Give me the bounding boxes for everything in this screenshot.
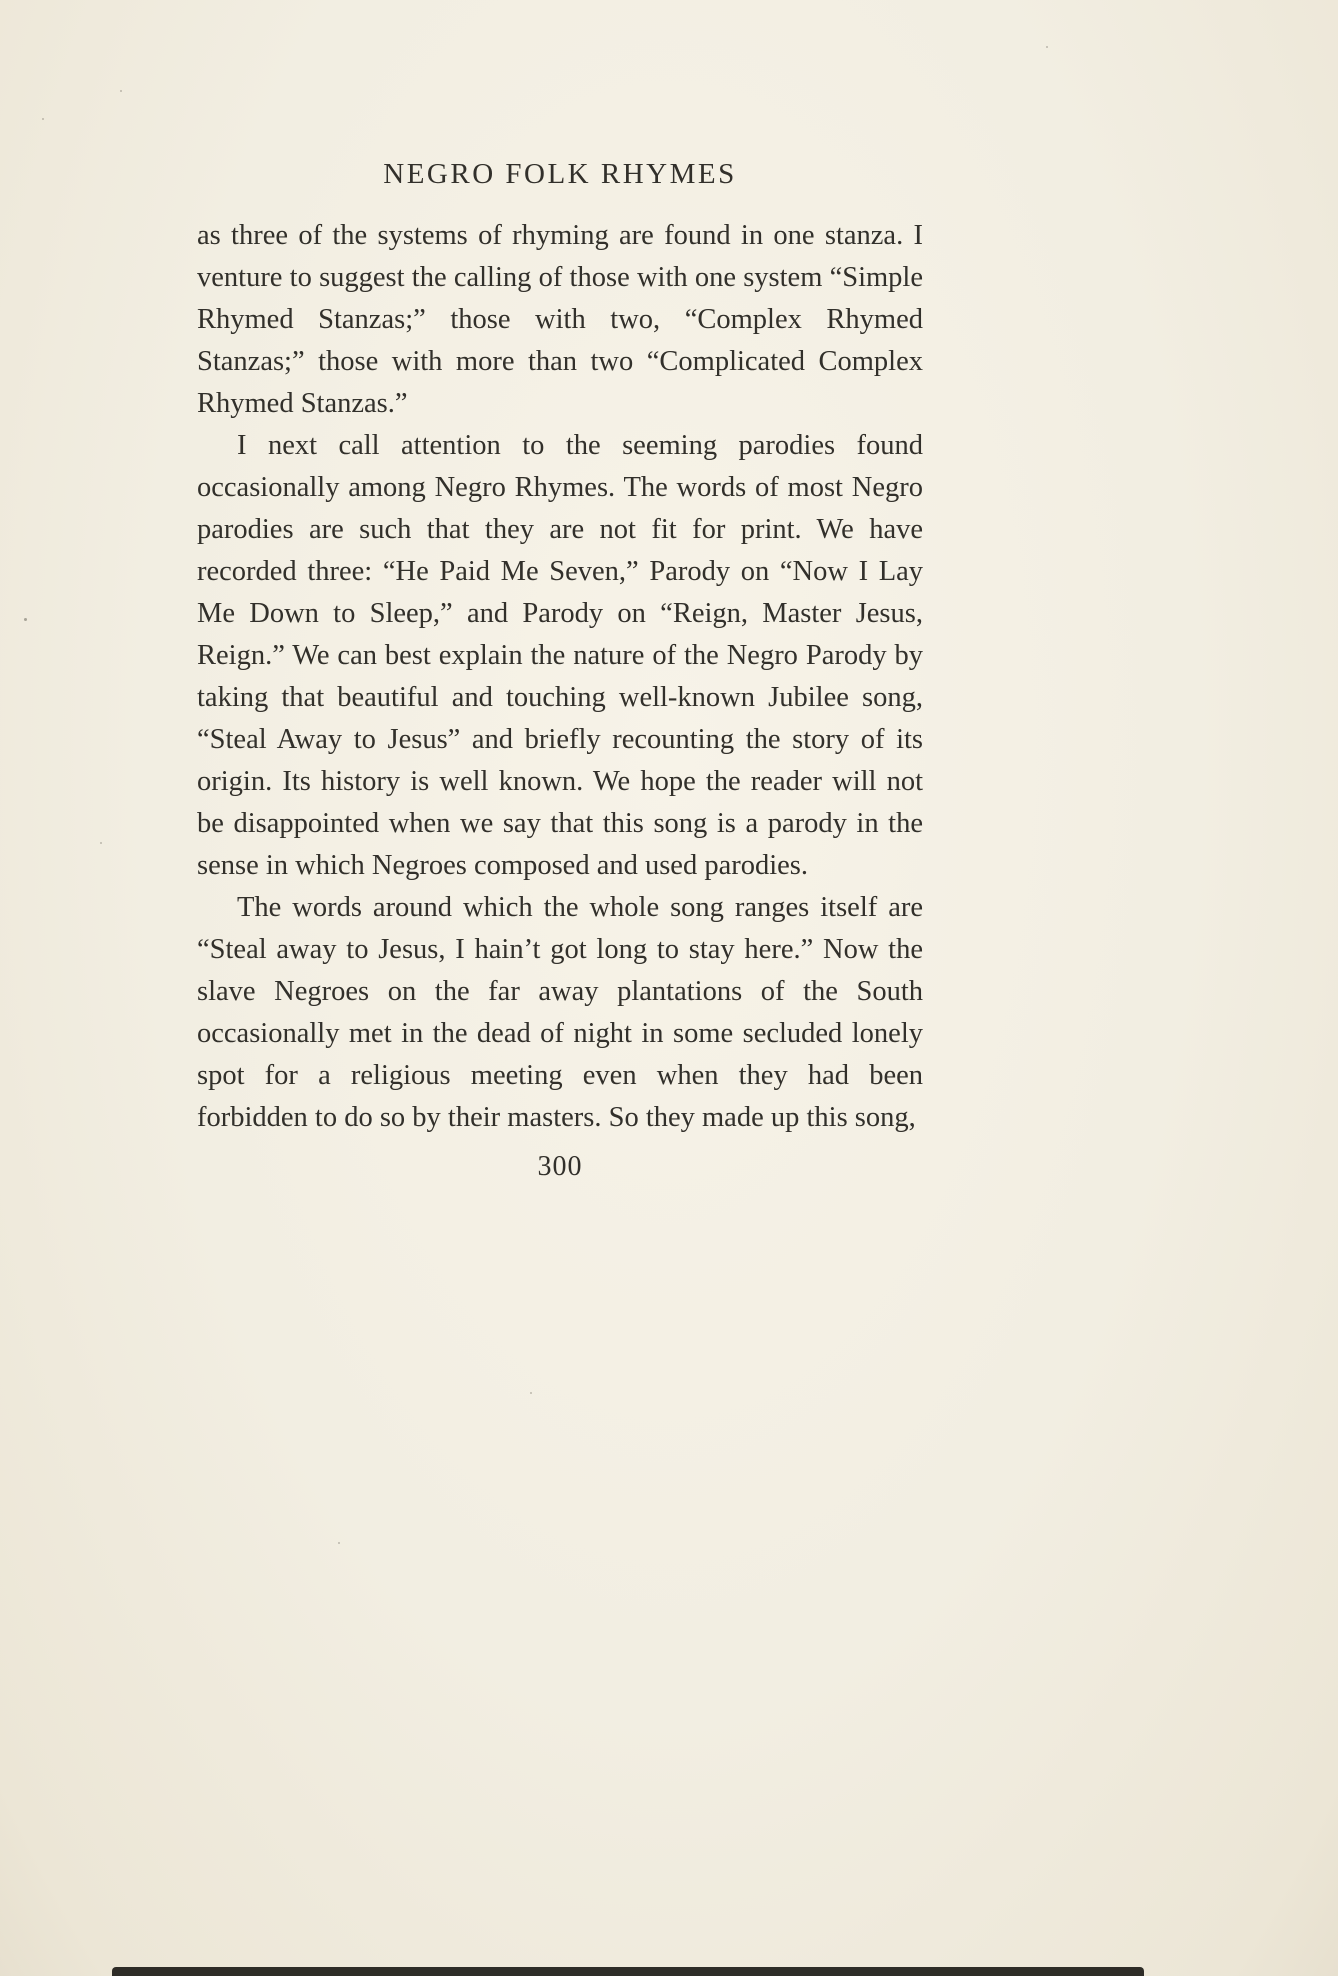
paragraph-continuation: as three of the systems of rhyming are found in one stanza. I venture to suggest the calling of those with one system “Simple Rhymed Stanzas;” those with two, “Complex Rhymed Stanzas;” those with more than two “Complicated Complex Rhymed Stanzas.” <box>197 220 923 419</box>
scan-speck <box>100 842 102 844</box>
paragraph: I next call attention to the seeming parodies found occasionally among Negro Rhymes. The words of most Negro parodies are such that they are not fit for print. We have recorded three: “He Paid Me Seven,” Parody on “Now I Lay Me Down to Sleep,” and Parody on “Reign, Master Jesus, Reign.” We can best explain the nature of the Negro Parody by taking that beautiful and touching well-known Jubilee song, “Steal Away to Jesus” and briefly recounting the story of its origin. Its history is well known. We hope the reader will not be disappointed when we say that this song is a parody in the sense in which Negroes composed and used parodies. <box>197 430 923 881</box>
scan-speck <box>120 90 122 92</box>
paragraph: The words around which the whole song ranges itself are “Steal away to Jesus, I hain’t got long to stay here.” Now the slave Negroes on the far away plantations of the South occasionally met in the dead of night in some secluded lonely spot for a religious meeting even when they had been forbidden to do so by their masters. So they made up this song, <box>197 892 923 1133</box>
scan-speck <box>530 1392 532 1394</box>
text-block <box>197 158 923 1183</box>
body-text <box>197 215 923 1139</box>
scan-speck <box>42 118 44 120</box>
scan-edge-artifact <box>112 1967 1144 1976</box>
scan-speck <box>1046 46 1048 48</box>
page-number: 300 <box>537 1151 583 1182</box>
running-header: NEGRO FOLK RHYMES <box>383 158 737 190</box>
scan-speck <box>24 618 27 621</box>
scan-speck <box>338 1542 340 1544</box>
